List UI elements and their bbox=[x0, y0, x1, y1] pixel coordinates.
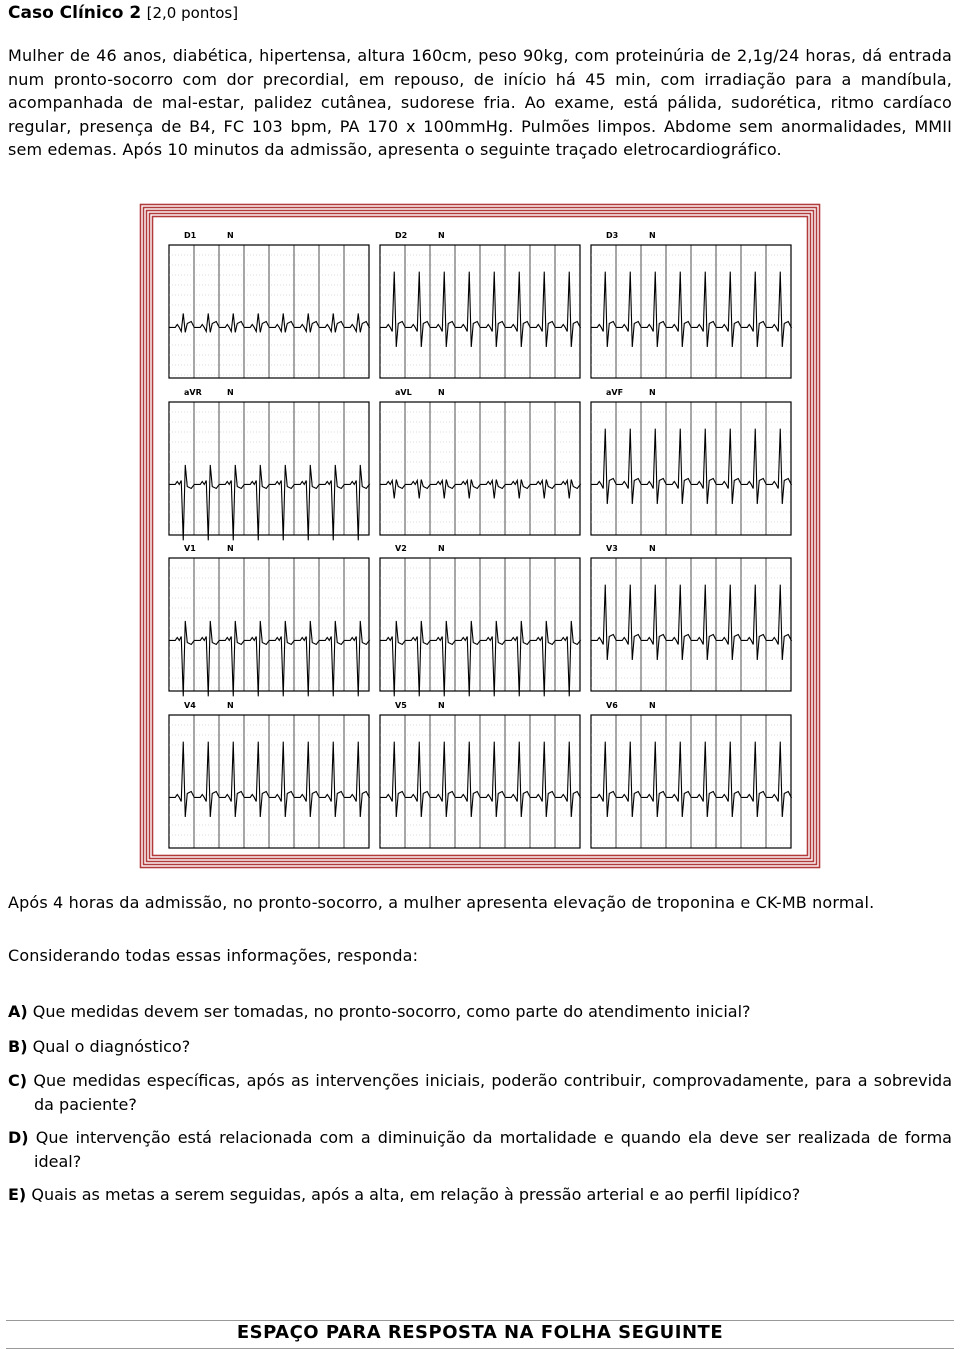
ecg-lead-gain: N bbox=[438, 544, 445, 553]
ecg-lead-label: V6 bbox=[606, 701, 618, 710]
ecg-lead-gain: N bbox=[649, 701, 656, 710]
ecg-lead-label: V3 bbox=[606, 544, 618, 553]
ecg-lead-label: V5 bbox=[395, 701, 407, 710]
ecg-lead-label: aVF bbox=[606, 388, 624, 397]
question-e bbox=[8, 1183, 952, 1207]
ecg-figure bbox=[139, 203, 821, 869]
ecg-lead-gain: N bbox=[227, 701, 234, 710]
question-text: Quais as metas a serem seguidas, após a alta, em relação à pressão arterial e ao perfil lipídico? bbox=[31, 1185, 801, 1204]
ecg-lead-label: aVL bbox=[395, 388, 412, 397]
ecg-lead-gain: N bbox=[227, 231, 234, 240]
ecg-lead-gain: N bbox=[227, 388, 234, 397]
case-title-text: Caso Clínico 2 bbox=[8, 3, 142, 23]
ecg-lead-gain: N bbox=[227, 544, 234, 553]
ecg-lead-label: V1 bbox=[184, 544, 196, 553]
ecg-lead-gain: N bbox=[649, 388, 656, 397]
ecg-lead-gain: N bbox=[649, 544, 656, 553]
instructions-paragraph: Considerando todas essas informações, responda: bbox=[8, 946, 419, 965]
ecg-lead-label: D1 bbox=[184, 231, 197, 240]
ecg-lead-gain: N bbox=[649, 231, 656, 240]
question-d bbox=[8, 1126, 952, 1173]
question-letter: D) bbox=[8, 1128, 29, 1147]
ecg-lead-gain: N bbox=[438, 701, 445, 710]
ecg-lead-label: aVR bbox=[184, 388, 202, 397]
question-b bbox=[8, 1035, 952, 1059]
question-text: Qual o diagnóstico? bbox=[32, 1037, 191, 1056]
question-text: Que medidas devem ser tomadas, no pronto-socorro, como parte do atendimento inicial? bbox=[32, 1002, 751, 1021]
question-letter: E) bbox=[8, 1185, 27, 1204]
question-letter: C) bbox=[8, 1071, 28, 1090]
question-letter: B) bbox=[8, 1037, 28, 1056]
after-admission-paragraph: Após 4 horas da admissão, no pronto-socorro, a mulher apresenta elevação de troponina e CK-MB normal. bbox=[8, 893, 875, 912]
ecg-lead-gain: N bbox=[438, 231, 445, 240]
ecg-lead-label: D2 bbox=[395, 231, 408, 240]
ecg-lead-label: V2 bbox=[395, 544, 407, 553]
ecg-lead-label: V4 bbox=[184, 701, 196, 710]
case-points: [2,0 pontos] bbox=[146, 4, 239, 22]
footer-note: ESPAÇO PARA RESPOSTA NA FOLHA SEGUINTE bbox=[236, 1322, 724, 1343]
ecg-lead-gain: N bbox=[438, 388, 445, 397]
question-text: Que intervenção está relacionada com a diminuição da mortalidade e quando ela deve ser realizada de forma ideal? bbox=[34, 1128, 952, 1171]
case-title bbox=[8, 3, 238, 23]
case-intro-paragraph: Mulher de 46 anos, diabética, hipertensa, altura 160cm, peso 90kg, com proteinúria de 2,1g/24 horas, dá entrada num pronto-socorro com dor precordial, em repouso, de início há 45 min, com irradiação para a mandíbula, acompanhada de mal-estar, palidez cutânea, sudorese fria. Ao exame, está pálida, sudorética, ritmo cardíaco regular, presença de B4, FC 103 bpm, PA 170 x 100mmHg. Pulmões limpos. Abdome sem anormalidades, MMII sem edemas. Após 10 minutos da admissão, apresenta o seguinte traçado eletrocardiográfico. bbox=[8, 46, 952, 160]
question-letter: A) bbox=[8, 1002, 28, 1021]
question-text: Que medidas específicas, após as intervenções iniciais, poderão contribuir, comprovadamente, para a sobrevida da paciente? bbox=[33, 1071, 952, 1114]
question-c bbox=[8, 1069, 952, 1116]
ecg-lead-label: D3 bbox=[606, 231, 619, 240]
question-a bbox=[8, 1000, 952, 1024]
